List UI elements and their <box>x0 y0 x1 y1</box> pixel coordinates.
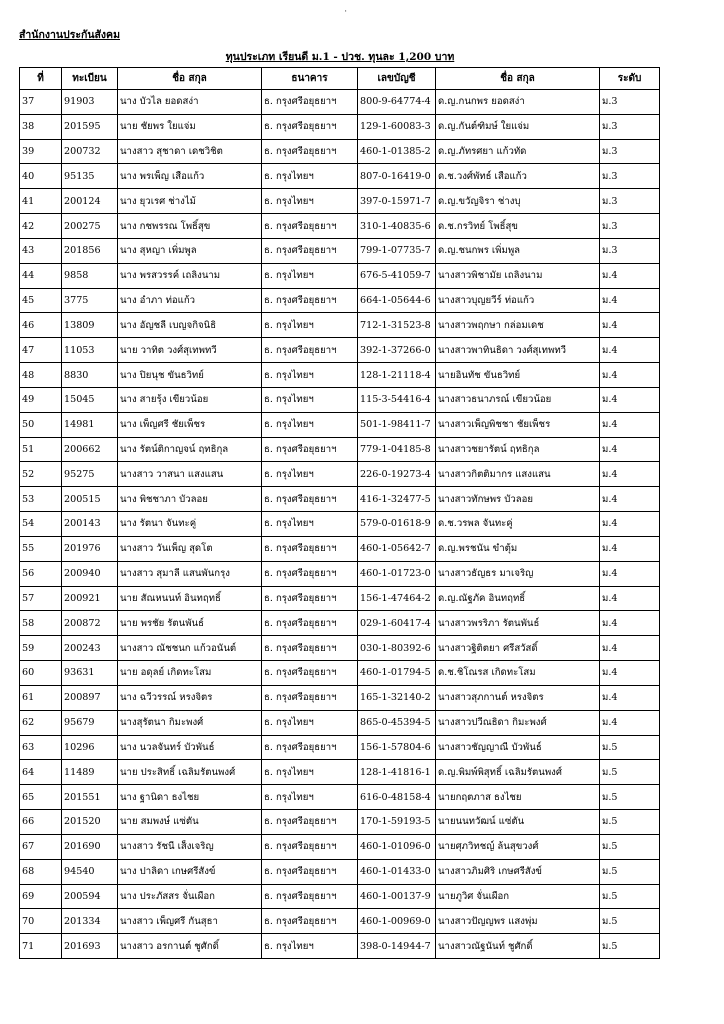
cell-level: ม.4 <box>600 412 660 437</box>
cell-parent-name: นาง พรเพ็ญ เสือแก้ว <box>118 164 262 189</box>
scholarship-title: ทุนประเภท เรียนดี ม.1 - ปวช. ทุนละ 1,200 บาท <box>225 51 455 63</box>
cell-student-name: นางสาวภิมศิริ เกษศรีสังข์ <box>436 859 600 884</box>
cell-bank: ธ. กรุงไทยฯ <box>262 512 358 537</box>
cell-registration: 91903 <box>62 90 118 115</box>
cell-bank: ธ. กรุงไทยฯ <box>262 760 358 785</box>
cell-registration: 95275 <box>62 462 118 487</box>
table-row <box>20 338 660 363</box>
cell-account: 460-1-01096-0 <box>358 834 436 859</box>
cell-no: 55 <box>20 536 62 561</box>
table-row <box>20 263 660 288</box>
cell-level: ม.5 <box>600 810 660 835</box>
cell-no: 48 <box>20 363 62 388</box>
cell-registration: 11489 <box>62 760 118 785</box>
table-row <box>20 760 660 785</box>
table-row <box>20 536 660 561</box>
cell-account: 460-1-05642-7 <box>358 536 436 561</box>
cell-bank: ธ. กรุงศรีอยุธยาฯ <box>262 884 358 909</box>
cell-level: ม.4 <box>600 586 660 611</box>
cell-no: 40 <box>20 164 62 189</box>
cell-registration: 200897 <box>62 685 118 710</box>
table-row <box>20 189 660 214</box>
cell-level: ม.5 <box>600 785 660 810</box>
cell-student-name: นางสาวปัญญพร แสงพุ่ม <box>436 909 600 934</box>
scholarship-table <box>19 67 660 959</box>
cell-student-name: ด.ช.ชิโณรส เกิดทะโสม <box>436 661 600 686</box>
table-row <box>20 710 660 735</box>
cell-student-name: นางสาวบุญยวีร์ ท่อแก้ว <box>436 288 600 313</box>
cell-account: 460-1-00137-9 <box>358 884 436 909</box>
cell-no: 44 <box>20 263 62 288</box>
cell-parent-name: นาย พรชัย รัตนพันธ์ <box>118 611 262 636</box>
cell-parent-name: นางสาว สุมาลี แสนพันกรุง <box>118 561 262 586</box>
cell-student-name: ด.ช.วรพล จันทะคู่ <box>436 512 600 537</box>
cell-account: 460-1-01723-0 <box>358 561 436 586</box>
cell-registration: 11053 <box>62 338 118 363</box>
cell-student-name: นางสาวสุภกานต์ หรงจิตร <box>436 685 600 710</box>
stray-mark: ' <box>345 10 347 17</box>
cell-registration: 201595 <box>62 114 118 139</box>
cell-level: ม.3 <box>600 164 660 189</box>
cell-parent-name: นาง สายรุ้ง เขียวน้อย <box>118 387 262 412</box>
cell-level: ม.5 <box>600 859 660 884</box>
cell-account: 226-0-19273-4 <box>358 462 436 487</box>
cell-bank: ธ. กรุงศรีอยุธยาฯ <box>262 288 358 313</box>
cell-level: ม.3 <box>600 139 660 164</box>
cell-level: ม.4 <box>600 536 660 561</box>
cell-bank: ธ. กรุงศรีอยุธยาฯ <box>262 238 358 263</box>
cell-registration: 201520 <box>62 810 118 835</box>
cell-account: 398-0-14944-7 <box>358 934 436 959</box>
cell-no: 58 <box>20 611 62 636</box>
cell-account: 170-1-59193-5 <box>358 810 436 835</box>
cell-bank: ธ. กรุงศรีอยุธยาฯ <box>262 90 358 115</box>
cell-bank: ธ. กรุงศรีอยุธยาฯ <box>262 487 358 512</box>
table-header-row <box>20 68 660 90</box>
cell-no: 70 <box>20 909 62 934</box>
cell-student-name: นางสาวพฤกษา กล่อมเดช <box>436 313 600 338</box>
cell-registration: 201334 <box>62 909 118 934</box>
cell-parent-name: นาง อัญชลี เบญจกิจนิธิ <box>118 313 262 338</box>
cell-parent-name: นาง รัตนา จันทะคู่ <box>118 512 262 537</box>
cell-bank: ธ. กรุงไทยฯ <box>262 313 358 338</box>
cell-parent-name: นาย ชัยพร ใยแจ่ม <box>118 114 262 139</box>
cell-level: ม.4 <box>600 437 660 462</box>
office-name: สำนักงานประกันสังคม <box>19 29 121 41</box>
cell-account: 807-0-16419-0 <box>358 164 436 189</box>
cell-parent-name: นาง รัตน์ติกาญจน์ ฤทธิกุล <box>118 437 262 462</box>
cell-parent-name: นาง ปิยนุช ขันธวิทย์ <box>118 363 262 388</box>
cell-no: 71 <box>20 934 62 959</box>
cell-bank: ธ. กรุงศรีอยุธยาฯ <box>262 834 358 859</box>
cell-bank: ธ. กรุงไทยฯ <box>262 710 358 735</box>
cell-bank: ธ. กรุงไทยฯ <box>262 189 358 214</box>
cell-account: 799-1-07735-7 <box>358 238 436 263</box>
cell-level: ม.3 <box>600 114 660 139</box>
col-header-registration: ทะเบียน <box>62 68 118 90</box>
cell-bank: ธ. กรุงศรีอยุธยาฯ <box>262 561 358 586</box>
cell-parent-name: นางสาว สุชาดา เดชวิชิต <box>118 139 262 164</box>
cell-level: ม.4 <box>600 611 660 636</box>
cell-parent-name: นาง นวลจันทร์ บัวพันธ์ <box>118 735 262 760</box>
cell-registration: 200515 <box>62 487 118 512</box>
cell-registration: 95679 <box>62 710 118 735</box>
table-row <box>20 561 660 586</box>
cell-account: 676-5-41059-7 <box>358 263 436 288</box>
cell-registration: 200143 <box>62 512 118 537</box>
cell-parent-name: นาง ประภัสสร จั่นเผือก <box>118 884 262 909</box>
cell-student-name: นางสาวทักษพร บัวลอย <box>436 487 600 512</box>
cell-account: 865-0-45394-5 <box>358 710 436 735</box>
cell-student-name: ด.ญ.ภัทรศยา แก้วทัด <box>436 139 600 164</box>
cell-level: ม.3 <box>600 214 660 239</box>
cell-student-name: ด.ญ.ณัฐภัค อินทฤทธิ์ <box>436 586 600 611</box>
col-header-level: ระดับ <box>600 68 660 90</box>
cell-registration: 13809 <box>62 313 118 338</box>
cell-no: 67 <box>20 834 62 859</box>
cell-account: 397-0-15971-7 <box>358 189 436 214</box>
table-row <box>20 586 660 611</box>
col-header-parent-name: ชื่อ สกุล <box>118 68 262 90</box>
cell-no: 66 <box>20 810 62 835</box>
table-row <box>20 387 660 412</box>
cell-account: 129-1-60083-3 <box>358 114 436 139</box>
cell-registration: 200732 <box>62 139 118 164</box>
cell-student-name: นางสาวพาทินธิดา วงศ์สุเทพทวี <box>436 338 600 363</box>
cell-parent-name: นาย สัณหนนท์ อินทฤทธิ์ <box>118 586 262 611</box>
cell-level: ม.3 <box>600 90 660 115</box>
cell-bank: ธ. กรุงไทยฯ <box>262 785 358 810</box>
cell-student-name: ด.ญ.กนกพร ยอดสง่า <box>436 90 600 115</box>
cell-student-name: ด.ช.วงศ์พัทธ์ เสือแก้ว <box>436 164 600 189</box>
cell-account: 392-1-37266-0 <box>358 338 436 363</box>
table-row <box>20 114 660 139</box>
table-row <box>20 462 660 487</box>
cell-bank: ธ. กรุงไทยฯ <box>262 462 358 487</box>
table-row <box>20 909 660 934</box>
cell-parent-name: นาง ยุวเรศ ช่างไม้ <box>118 189 262 214</box>
cell-bank: ธ. กรุงศรีอยุธยาฯ <box>262 437 358 462</box>
cell-level: ม.4 <box>600 263 660 288</box>
cell-registration: 8830 <box>62 363 118 388</box>
col-header-no: ที่ <box>20 68 62 90</box>
cell-registration: 200243 <box>62 636 118 661</box>
cell-no: 41 <box>20 189 62 214</box>
cell-no: 37 <box>20 90 62 115</box>
table-row <box>20 661 660 686</box>
cell-registration: 94540 <box>62 859 118 884</box>
cell-level: ม.4 <box>600 487 660 512</box>
cell-student-name: นายกฤตภาส ธงไชย <box>436 785 600 810</box>
cell-level: ม.5 <box>600 884 660 909</box>
cell-level: ม.3 <box>600 189 660 214</box>
cell-student-name: ด.ญ.ขวัญจิรา ช่างบุ <box>436 189 600 214</box>
cell-parent-name: นาง กชพรรณ โพธิ์สุข <box>118 214 262 239</box>
cell-bank: ธ. กรุงศรีอยุธยาฯ <box>262 859 358 884</box>
cell-account: 156-1-57804-6 <box>358 735 436 760</box>
cell-bank: ธ. กรุงไทยฯ <box>262 934 358 959</box>
cell-student-name: นางสาวชยารัตน์ ฤทธิกุล <box>436 437 600 462</box>
cell-registration: 14981 <box>62 412 118 437</box>
cell-parent-name: นาง ปาลิดา เกษศรีสังข์ <box>118 859 262 884</box>
cell-account: 460-1-01794-5 <box>358 661 436 686</box>
cell-student-name: นางสาวธัญธร มาเจริญ <box>436 561 600 586</box>
cell-no: 64 <box>20 760 62 785</box>
cell-no: 46 <box>20 313 62 338</box>
cell-student-name: นางสาวพิชามัย เถลิงนาม <box>436 263 600 288</box>
table-row <box>20 834 660 859</box>
table-row <box>20 238 660 263</box>
cell-bank: ธ. กรุงศรีอยุธยาฯ <box>262 114 358 139</box>
cell-no: 45 <box>20 288 62 313</box>
cell-no: 63 <box>20 735 62 760</box>
cell-level: ม.5 <box>600 760 660 785</box>
cell-student-name: นางสาวกิตติมากร แสงแสน <box>436 462 600 487</box>
cell-registration: 10296 <box>62 735 118 760</box>
cell-bank: ธ. กรุงไทยฯ <box>262 363 358 388</box>
cell-account: 712-1-31523-8 <box>358 313 436 338</box>
cell-bank: ธ. กรุงศรีอยุธยาฯ <box>262 636 358 661</box>
col-header-account: เลขบัญชี <box>358 68 436 90</box>
cell-no: 54 <box>20 512 62 537</box>
table-row <box>20 288 660 313</box>
cell-no: 60 <box>20 661 62 686</box>
cell-no: 69 <box>20 884 62 909</box>
cell-no: 62 <box>20 710 62 735</box>
cell-registration: 201693 <box>62 934 118 959</box>
cell-bank: ธ. กรุงศรีอยุธยาฯ <box>262 214 358 239</box>
cell-account: 501-1-98411-7 <box>358 412 436 437</box>
cell-student-name: นางสาวปวีณธิดา กิมะพงศ์ <box>436 710 600 735</box>
cell-no: 59 <box>20 636 62 661</box>
cell-parent-name: นางสาว ณัชชนก แก้วอนันต์ <box>118 636 262 661</box>
cell-parent-name: นาง ฉวีวรรณ์ หรงจิตร <box>118 685 262 710</box>
cell-parent-name: นาง บัวไล ยอดสง่า <box>118 90 262 115</box>
cell-account: 616-0-48158-4 <box>358 785 436 810</box>
cell-registration: 200921 <box>62 586 118 611</box>
cell-parent-name: นาง สุหญา เพิ่มพูล <box>118 238 262 263</box>
cell-student-name: นางสาวพรริภา รัตนพันธ์ <box>436 611 600 636</box>
cell-parent-name: นาง ฐานิดา ธงไชย <box>118 785 262 810</box>
cell-parent-name: นาง พรสวรรค์ เถลิงนาม <box>118 263 262 288</box>
cell-registration: 201551 <box>62 785 118 810</box>
cell-bank: ธ. กรุงศรีอยุธยาฯ <box>262 735 358 760</box>
cell-parent-name: นาง พิชชาภา บัวลอย <box>118 487 262 512</box>
cell-parent-name: นาง อำภา ท่อแก้ว <box>118 288 262 313</box>
table-row <box>20 363 660 388</box>
table-row <box>20 214 660 239</box>
cell-bank: ธ. กรุงศรีอยุธยาฯ <box>262 909 358 934</box>
cell-account: 460-1-01385-2 <box>358 139 436 164</box>
cell-parent-name: นางสาว รัชนี เส็งเจริญ <box>118 834 262 859</box>
cell-account: 115-3-54416-4 <box>358 387 436 412</box>
cell-parent-name: นางสุรัตนา กิมะพงศ์ <box>118 710 262 735</box>
cell-no: 65 <box>20 785 62 810</box>
table-row <box>20 412 660 437</box>
cell-level: ม.4 <box>600 338 660 363</box>
cell-account: 460-1-00969-0 <box>358 909 436 934</box>
cell-parent-name: นางสาว เพ็ญศรี กันสุธา <box>118 909 262 934</box>
cell-no: 61 <box>20 685 62 710</box>
cell-registration: 201690 <box>62 834 118 859</box>
cell-parent-name: นางสาว วาสนา แสงแสน <box>118 462 262 487</box>
cell-level: ม.5 <box>600 934 660 959</box>
cell-no: 52 <box>20 462 62 487</box>
cell-level: ม.4 <box>600 685 660 710</box>
table-row <box>20 859 660 884</box>
cell-level: ม.4 <box>600 661 660 686</box>
cell-account: 460-1-01433-0 <box>358 859 436 884</box>
cell-level: ม.4 <box>600 288 660 313</box>
cell-student-name: นางสาวฐิติตยา ศรีสวัสดิ์ <box>436 636 600 661</box>
cell-parent-name: นาย สมพงษ์ แซ่ตัน <box>118 810 262 835</box>
cell-bank: ธ. กรุงศรีอยุธยาฯ <box>262 685 358 710</box>
cell-no: 68 <box>20 859 62 884</box>
cell-registration: 201856 <box>62 238 118 263</box>
cell-registration: 200594 <box>62 884 118 909</box>
cell-level: ม.5 <box>600 909 660 934</box>
table-row <box>20 512 660 537</box>
cell-bank: ธ. กรุงศรีอยุธยาฯ <box>262 536 358 561</box>
table-row <box>20 934 660 959</box>
cell-registration: 95135 <box>62 164 118 189</box>
cell-account: 029-1-60417-4 <box>358 611 436 636</box>
cell-account: 165-1-32140-2 <box>358 685 436 710</box>
cell-registration: 200662 <box>62 437 118 462</box>
table-row <box>20 139 660 164</box>
cell-bank: ธ. กรุงศรีอยุธยาฯ <box>262 611 358 636</box>
cell-account: 579-0-01618-9 <box>358 512 436 537</box>
cell-student-name: นางสาวณัฐนันท์ ชูศักดิ์ <box>436 934 600 959</box>
cell-bank: ธ. กรุงศรีอยุธยาฯ <box>262 139 358 164</box>
cell-student-name: นางสาวชัญญาณี บัวพันธ์ <box>436 735 600 760</box>
cell-no: 51 <box>20 437 62 462</box>
cell-level: ม.4 <box>600 363 660 388</box>
cell-no: 38 <box>20 114 62 139</box>
cell-registration: 200275 <box>62 214 118 239</box>
cell-bank: ธ. กรุงไทยฯ <box>262 164 358 189</box>
cell-no: 43 <box>20 238 62 263</box>
col-header-bank: ธนาคาร <box>262 68 358 90</box>
cell-level: ม.4 <box>600 561 660 586</box>
cell-student-name: นางสาวธนาภรณ์ เขียวน้อย <box>436 387 600 412</box>
cell-parent-name: นาง เพ็ญศรี ชัยเพ็ชร <box>118 412 262 437</box>
cell-no: 57 <box>20 586 62 611</box>
table-row <box>20 884 660 909</box>
table-row <box>20 313 660 338</box>
table-row <box>20 685 660 710</box>
cell-student-name: ด.ญ.พิมพ์พิสุทธิ์ เฉลิมรัตนพงศ์ <box>436 760 600 785</box>
cell-student-name: นายนนทวัฒน์ แซ่ตัน <box>436 810 600 835</box>
cell-parent-name: นาย อดุลย์ เกิดทะโสม <box>118 661 262 686</box>
cell-student-name: นายศุภวิทชญ์ ล้นสุขวงศ์ <box>436 834 600 859</box>
cell-no: 49 <box>20 387 62 412</box>
cell-account: 156-1-47464-2 <box>358 586 436 611</box>
cell-no: 47 <box>20 338 62 363</box>
cell-parent-name: นางสาว อรกานต์ ชูศักดิ์ <box>118 934 262 959</box>
cell-level: ม.4 <box>600 636 660 661</box>
cell-account: 030-1-80392-6 <box>358 636 436 661</box>
table-row <box>20 636 660 661</box>
cell-bank: ธ. กรุงไทยฯ <box>262 263 358 288</box>
cell-registration: 93631 <box>62 661 118 686</box>
cell-registration: 3775 <box>62 288 118 313</box>
cell-parent-name: นางสาว วันเพ็ญ สุดโต <box>118 536 262 561</box>
cell-registration: 200940 <box>62 561 118 586</box>
col-header-student-name: ชื่อ สกุล <box>436 68 600 90</box>
cell-student-name: ด.ญ.กันต์ฑิมษ์ ใยแจ่ม <box>436 114 600 139</box>
cell-level: ม.5 <box>600 834 660 859</box>
cell-level: ม.4 <box>600 313 660 338</box>
cell-level: ม.4 <box>600 512 660 537</box>
table-body <box>20 90 660 959</box>
cell-bank: ธ. กรุงศรีอยุธยาฯ <box>262 661 358 686</box>
cell-no: 39 <box>20 139 62 164</box>
cell-account: 800-9-64774-4 <box>358 90 436 115</box>
cell-level: ม.4 <box>600 462 660 487</box>
cell-registration: 200124 <box>62 189 118 214</box>
table-row <box>20 611 660 636</box>
cell-student-name: ด.ญ.ชนกพร เพิ่มพูล <box>436 238 600 263</box>
cell-student-name: นายภูวิศ จั่นเผือก <box>436 884 600 909</box>
cell-level: ม.4 <box>600 387 660 412</box>
table-row <box>20 735 660 760</box>
cell-parent-name: นาย วาทิต วงศ์สุเทพทวี <box>118 338 262 363</box>
cell-bank: ธ. กรุงไทยฯ <box>262 412 358 437</box>
cell-account: 416-1-32477-5 <box>358 487 436 512</box>
cell-level: ม.4 <box>600 710 660 735</box>
table-row <box>20 164 660 189</box>
cell-bank: ธ. กรุงศรีอยุธยาฯ <box>262 810 358 835</box>
cell-account: 664-1-05644-6 <box>358 288 436 313</box>
cell-student-name: ด.ญ.พรชนัน ขำตุ้ม <box>436 536 600 561</box>
cell-bank: ธ. กรุงศรีอยุธยาฯ <box>262 338 358 363</box>
cell-bank: ธ. กรุงไทยฯ <box>262 387 358 412</box>
cell-student-name: นางสาวเพ็ญพิชชา ชัยเพ็ชร <box>436 412 600 437</box>
cell-account: 310-1-40835-6 <box>358 214 436 239</box>
table-row <box>20 810 660 835</box>
cell-no: 50 <box>20 412 62 437</box>
table-row <box>20 785 660 810</box>
cell-student-name: นายอินทัช ขันธวิทย์ <box>436 363 600 388</box>
cell-account: 779-1-04185-8 <box>358 437 436 462</box>
cell-no: 53 <box>20 487 62 512</box>
cell-registration: 201976 <box>62 536 118 561</box>
cell-level: ม.3 <box>600 238 660 263</box>
cell-registration: 200872 <box>62 611 118 636</box>
table-row <box>20 487 660 512</box>
cell-no: 56 <box>20 561 62 586</box>
cell-bank: ธ. กรุงศรีอยุธยาฯ <box>262 586 358 611</box>
cell-account: 128-1-41816-1 <box>358 760 436 785</box>
cell-registration: 9858 <box>62 263 118 288</box>
cell-student-name: ด.ช.กรวิทย์ โพธิ์สุข <box>436 214 600 239</box>
table-row <box>20 90 660 115</box>
table-row <box>20 437 660 462</box>
cell-parent-name: นาย ประสิทธิ์ เฉลิมรัตนพงศ์ <box>118 760 262 785</box>
cell-no: 42 <box>20 214 62 239</box>
cell-registration: 15045 <box>62 387 118 412</box>
cell-level: ม.5 <box>600 735 660 760</box>
cell-account: 128-1-21118-4 <box>358 363 436 388</box>
